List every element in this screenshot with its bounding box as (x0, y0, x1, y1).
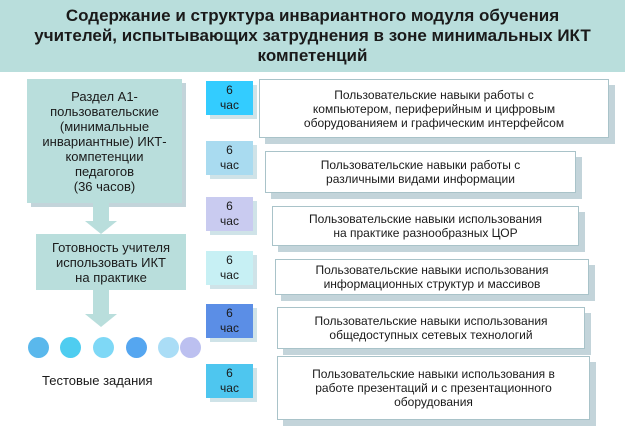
module-skill-text: Пользовательские навыки использования на практике разнообразных ЦОР (308, 212, 543, 240)
module-skill-text: Пользовательские навыки использования общедоступных сетевых технологий (314, 314, 548, 342)
module-hours-box (206, 197, 253, 231)
module-skill-box (275, 259, 589, 295)
test-tasks-label: Тестовые задания (42, 373, 153, 388)
module-hours-box (206, 81, 253, 115)
test-dot (28, 337, 49, 358)
module-skill-box (259, 79, 609, 138)
module-hours-box (206, 364, 253, 398)
module-skill-text: Пользовательские навыки работы с различными видами информации (320, 158, 521, 186)
diagram-title (0, 0, 625, 72)
module-hours-box (206, 304, 253, 338)
test-dot (158, 337, 179, 358)
module-hours-text: 6 час (220, 83, 239, 112)
test-dot (126, 337, 147, 358)
module-skill-text: Пользовательские навыки работы с компьютером, периферийным и цифровым оборудованияем и графическим интерфейсом (303, 87, 565, 130)
test-dot (180, 337, 201, 358)
module-skill-text: Пользовательские навыки использования информационных структур и массивов (315, 263, 549, 291)
module-hours-text: 6 час (220, 199, 239, 228)
module-skill-box (277, 307, 585, 349)
module-hours-text: 6 час (220, 143, 239, 172)
readiness-text: Готовность учителя использовать ИКТ на практике (51, 239, 171, 285)
module-skill-box (277, 356, 590, 420)
module-skill-box (272, 206, 579, 246)
section-a1-text: Раздел А1- пользовательские (минимальные инвариантные) ИКТ- компетенции педагогов (36 часов) (42, 88, 167, 194)
module-skill-text: Пользовательские навыки использования в работе презентаций и с презентационного оборудования (312, 367, 555, 409)
section-a1-box (27, 79, 182, 203)
module-hours-box (206, 141, 253, 175)
diagram-title-text: Содержание и структура инвариантного модуля обучения учителей, испытывающих затруднения в зоне минимальных ИКТ компетенций (34, 6, 591, 65)
test-dot (60, 337, 81, 358)
module-skill-box (265, 151, 576, 193)
readiness-box (36, 234, 186, 290)
module-hours-text: 6 час (220, 366, 239, 395)
test-dot (93, 337, 114, 358)
module-hours-text: 6 час (220, 306, 239, 335)
module-hours-box (206, 251, 253, 285)
module-hours-text: 6 час (220, 253, 239, 282)
